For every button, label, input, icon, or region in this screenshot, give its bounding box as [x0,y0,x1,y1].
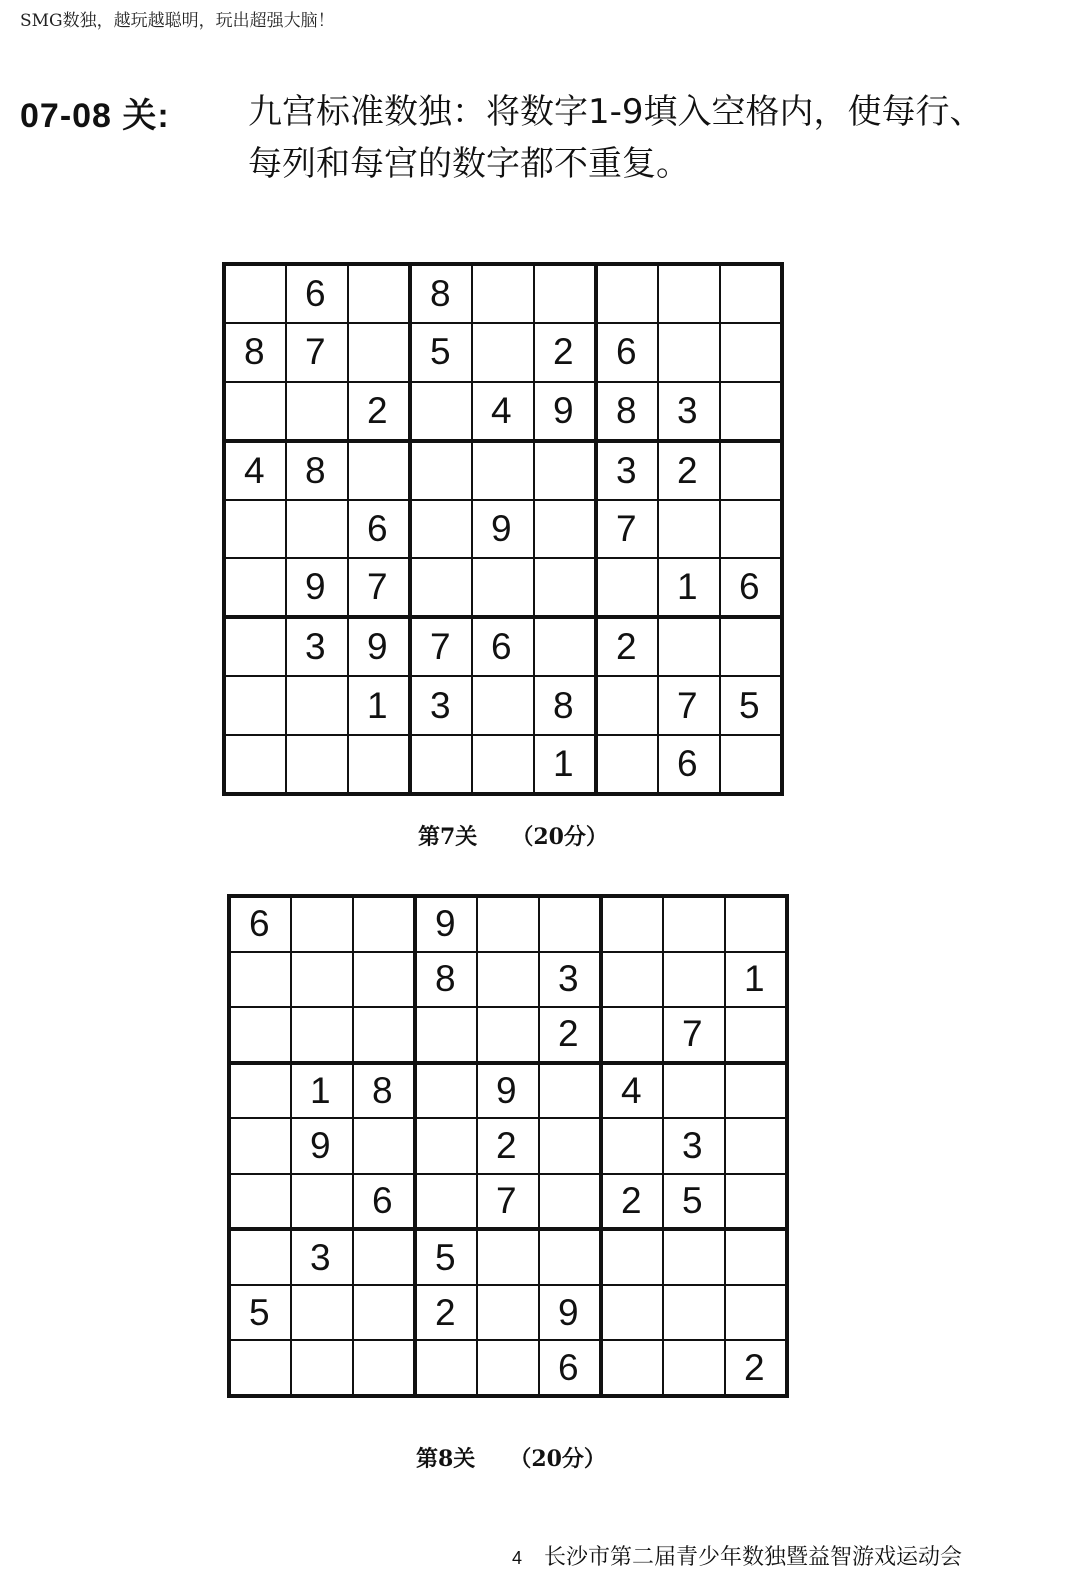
empty-cell[interactable] [725,1174,787,1230]
grid-row [224,735,782,794]
given-cell: 9 [291,1118,353,1174]
grid-row [229,1285,787,1341]
empty-cell[interactable] [539,1063,601,1119]
given-cell: 4 [472,382,534,441]
empty-cell[interactable] [229,1174,291,1230]
empty-cell[interactable] [720,264,782,323]
empty-cell[interactable] [415,1174,477,1230]
caption-score: （20分） [509,1446,606,1472]
given-cell: 8 [596,382,658,441]
empty-cell[interactable] [601,1340,663,1396]
empty-cell[interactable] [663,896,725,952]
given-cell: 5 [229,1285,291,1341]
empty-cell[interactable] [472,735,534,794]
given-cell: 6 [353,1174,415,1230]
given-cell: 2 [348,382,410,441]
empty-cell[interactable] [229,1118,291,1174]
empty-cell[interactable] [353,1118,415,1174]
empty-cell[interactable] [348,323,410,382]
empty-cell[interactable] [725,1285,787,1341]
empty-cell[interactable] [353,896,415,952]
empty-cell[interactable] [229,952,291,1008]
empty-cell[interactable] [353,1340,415,1396]
given-cell: 1 [291,1063,353,1119]
empty-cell[interactable] [415,1340,477,1396]
empty-cell[interactable] [725,896,787,952]
given-cell: 5 [410,323,472,382]
empty-cell[interactable] [663,1063,725,1119]
grid-row [229,1063,787,1119]
empty-cell[interactable] [353,1285,415,1341]
given-cell: 7 [658,676,720,735]
caption-level-7 [418,820,608,851]
empty-cell[interactable] [663,1285,725,1341]
empty-cell[interactable] [353,1007,415,1063]
given-cell: 8 [224,323,286,382]
empty-cell[interactable] [663,1340,725,1396]
given-cell: 7 [286,323,348,382]
given-cell: 2 [477,1118,539,1174]
given-cell: 8 [410,264,472,323]
empty-cell[interactable] [229,1007,291,1063]
empty-cell[interactable] [725,1229,787,1285]
given-cell: 6 [658,735,720,794]
given-cell: 4 [224,441,286,500]
empty-cell[interactable] [725,1007,787,1063]
grid-row [224,382,782,441]
given-cell: 1 [348,676,410,735]
empty-cell[interactable] [224,558,286,617]
instructions-line-2: 每列和每宫的数字都不重复。 [248,144,690,184]
empty-cell[interactable] [534,617,596,676]
given-cell: 7 [663,1007,725,1063]
given-cell: 1 [534,735,596,794]
grid-row [224,323,782,382]
empty-cell[interactable] [477,952,539,1008]
given-cell: 8 [534,676,596,735]
empty-cell[interactable] [477,896,539,952]
empty-cell[interactable] [720,323,782,382]
given-cell: 6 [286,264,348,323]
empty-cell[interactable] [596,264,658,323]
given-cell: 1 [725,952,787,1008]
empty-cell[interactable] [348,735,410,794]
grid-row [224,558,782,617]
empty-cell[interactable] [291,952,353,1008]
given-cell: 5 [663,1174,725,1230]
empty-cell[interactable] [472,323,534,382]
empty-cell[interactable] [410,558,472,617]
empty-cell[interactable] [353,1229,415,1285]
empty-cell[interactable] [415,1007,477,1063]
given-cell: 9 [477,1063,539,1119]
given-cell: 3 [663,1118,725,1174]
empty-cell[interactable] [472,264,534,323]
empty-cell[interactable] [286,382,348,441]
instructions-line-1: 九宫标准数独：将数字1-9填入空格内，使每行、 [248,92,984,132]
empty-cell[interactable] [658,264,720,323]
empty-cell[interactable] [720,735,782,794]
empty-cell[interactable] [601,1229,663,1285]
given-cell: 3 [596,441,658,500]
empty-cell[interactable] [539,1118,601,1174]
page-number: 4 [512,1548,523,1568]
empty-cell[interactable] [410,500,472,559]
grid-row [229,1229,787,1285]
empty-cell[interactable] [410,382,472,441]
empty-cell[interactable] [477,1007,539,1063]
grid-row [229,1007,787,1063]
grid-row [224,441,782,500]
given-cell: 5 [720,676,782,735]
given-cell: 7 [348,558,410,617]
given-cell: 9 [539,1285,601,1341]
empty-cell[interactable] [539,1229,601,1285]
empty-cell[interactable] [720,500,782,559]
empty-cell[interactable] [477,1285,539,1341]
given-cell: 9 [286,558,348,617]
given-cell: 2 [415,1285,477,1341]
given-cell: 2 [601,1174,663,1230]
given-cell: 3 [291,1229,353,1285]
given-cell: 7 [477,1174,539,1230]
empty-cell[interactable] [415,1063,477,1119]
empty-cell[interactable] [596,735,658,794]
given-cell: 9 [415,896,477,952]
empty-cell[interactable] [720,617,782,676]
empty-cell[interactable] [410,441,472,500]
given-cell: 8 [286,441,348,500]
empty-cell[interactable] [658,617,720,676]
empty-cell[interactable] [534,264,596,323]
empty-cell[interactable] [286,500,348,559]
given-cell: 2 [596,617,658,676]
empty-cell[interactable] [291,1285,353,1341]
caption-level-8 [416,1442,606,1473]
given-cell: 3 [658,382,720,441]
given-cell: 6 [539,1340,601,1396]
given-cell: 6 [348,500,410,559]
empty-cell[interactable] [472,558,534,617]
given-cell: 2 [725,1340,787,1396]
empty-cell[interactable] [720,382,782,441]
empty-cell[interactable] [224,500,286,559]
empty-cell[interactable] [229,1063,291,1119]
grid-row [229,1174,787,1230]
caption-level-label: 第8关 [416,1446,476,1472]
given-cell: 8 [415,952,477,1008]
grid-row [224,264,782,323]
empty-cell[interactable] [472,441,534,500]
grid-row [224,676,782,735]
empty-cell[interactable] [663,1229,725,1285]
caption-level-label: 第7关 [418,824,478,850]
empty-cell[interactable] [224,617,286,676]
empty-cell[interactable] [534,500,596,559]
given-cell: 6 [596,323,658,382]
empty-cell[interactable] [477,1340,539,1396]
given-cell: 2 [534,323,596,382]
caption-score: （20分） [511,824,608,850]
level-range-title: 07-08 关: [20,97,170,135]
grid-row [229,896,787,952]
sudoku-grid-level-8 [227,894,789,1398]
empty-cell[interactable] [286,676,348,735]
grid-row [229,952,787,1008]
empty-cell[interactable] [291,1174,353,1230]
given-cell: 6 [472,617,534,676]
given-cell: 9 [534,382,596,441]
empty-cell[interactable] [658,500,720,559]
empty-cell[interactable] [348,264,410,323]
empty-cell[interactable] [353,952,415,1008]
given-cell: 8 [353,1063,415,1119]
grid-row [229,1340,787,1396]
given-cell: 7 [410,617,472,676]
empty-cell[interactable] [663,952,725,1008]
given-cell: 2 [539,1007,601,1063]
empty-cell[interactable] [348,441,410,500]
empty-cell[interactable] [658,323,720,382]
empty-cell[interactable] [725,1118,787,1174]
given-cell: 4 [601,1063,663,1119]
empty-cell[interactable] [229,1340,291,1396]
event-name: 长沙市第二届青少年数独暨益智游戏运动会 [544,1545,963,1570]
empty-cell[interactable] [415,1118,477,1174]
empty-cell[interactable] [224,264,286,323]
empty-cell[interactable] [534,558,596,617]
empty-cell[interactable] [601,1007,663,1063]
empty-cell[interactable] [472,676,534,735]
grid-row [224,617,782,676]
given-cell: 5 [415,1229,477,1285]
empty-cell[interactable] [291,896,353,952]
empty-cell[interactable] [596,558,658,617]
instructions [248,86,1058,190]
given-cell: 3 [410,676,472,735]
given-cell: 7 [596,500,658,559]
empty-cell[interactable] [601,1285,663,1341]
given-cell: 3 [286,617,348,676]
empty-cell[interactable] [229,1229,291,1285]
empty-cell[interactable] [601,952,663,1008]
header-note: SMG数独，越玩越聪明，玩出超强大脑！ [20,11,335,31]
empty-cell[interactable] [720,441,782,500]
empty-cell[interactable] [224,676,286,735]
empty-cell[interactable] [601,1118,663,1174]
given-cell: 9 [472,500,534,559]
grid-row [229,1118,787,1174]
given-cell: 9 [348,617,410,676]
empty-cell[interactable] [539,896,601,952]
page-footer [512,1540,962,1571]
sudoku-grid-level-7 [222,262,784,796]
empty-cell[interactable] [601,896,663,952]
grid-row [224,500,782,559]
empty-cell[interactable] [477,1229,539,1285]
given-cell: 2 [658,441,720,500]
empty-cell[interactable] [224,382,286,441]
empty-cell[interactable] [291,1007,353,1063]
empty-cell[interactable] [291,1340,353,1396]
given-cell: 6 [229,896,291,952]
empty-cell[interactable] [596,676,658,735]
empty-cell[interactable] [725,1063,787,1119]
empty-cell[interactable] [534,441,596,500]
given-cell: 3 [539,952,601,1008]
empty-cell[interactable] [286,735,348,794]
empty-cell[interactable] [224,735,286,794]
empty-cell[interactable] [539,1174,601,1230]
empty-cell[interactable] [410,735,472,794]
given-cell: 6 [720,558,782,617]
given-cell: 1 [658,558,720,617]
